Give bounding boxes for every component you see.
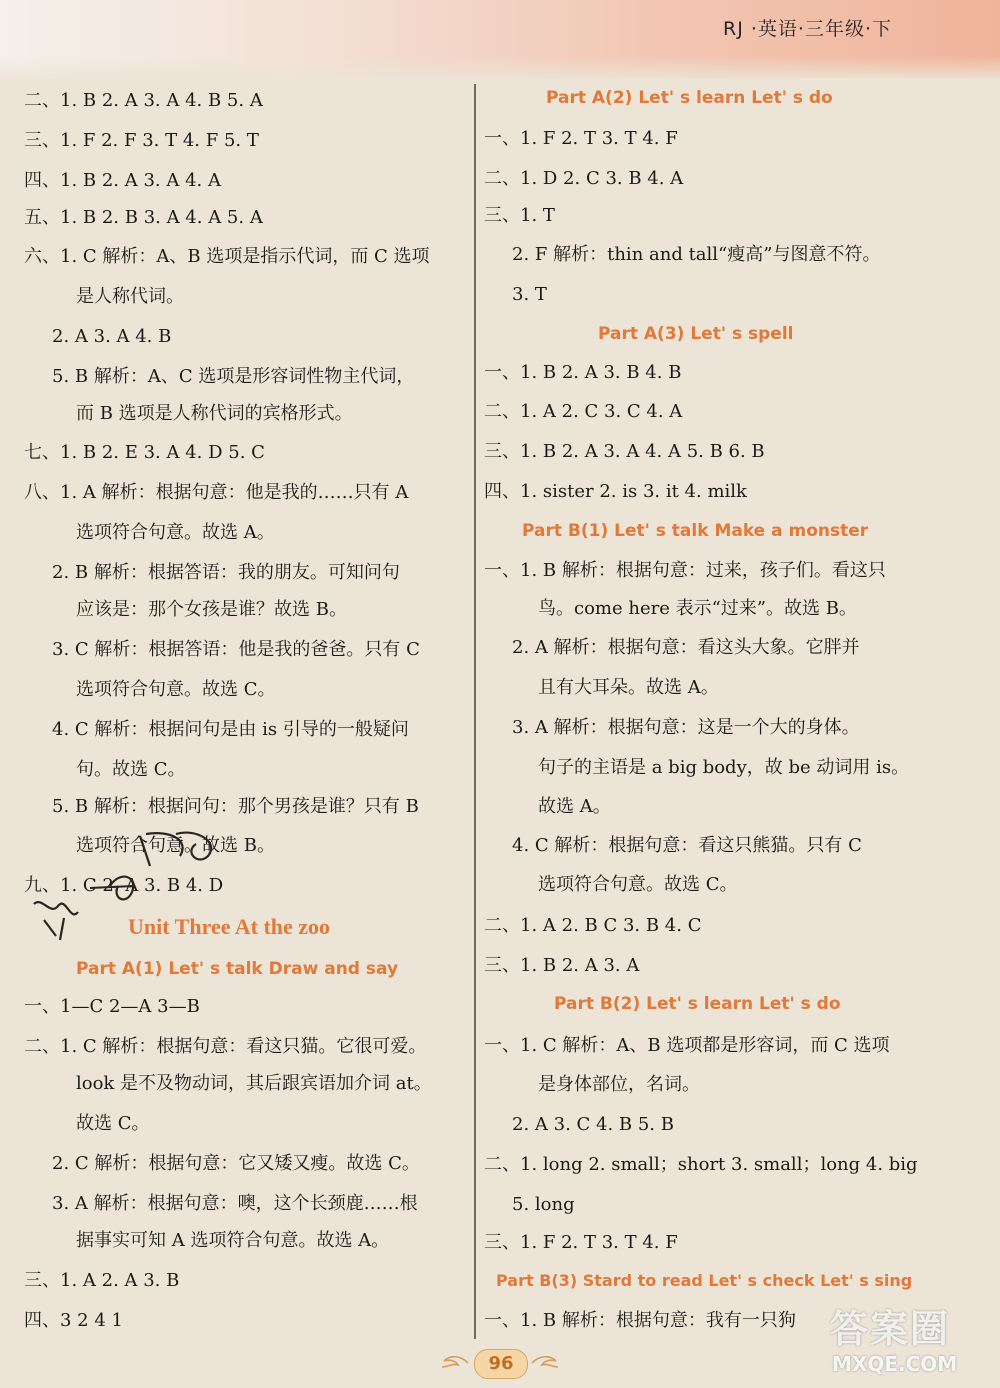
answer-line: 五、1. B 2. B 3. A 4. A 5. A <box>24 207 263 228</box>
answer-line: 2. B 解析：根据答语：我的朋友。可知问句 <box>52 562 400 583</box>
answer-line: 三、1. F 2. F 3. T 4. F 5. T <box>24 130 259 151</box>
answer-line: 七、1. B 2. E 3. A 4. D 5. C <box>24 442 265 463</box>
answer-line: 而 B 选项是人称代词的宾格形式。 <box>76 403 353 424</box>
section-title: Part A(2) Let' s learn Let' s do <box>546 88 833 108</box>
answer-line: look 是不及物动词，其后跟宾语加介词 at。 <box>76 1073 432 1094</box>
answer-line: 是身体部位，名词。 <box>538 1074 700 1095</box>
watermark-url: MXQE.COM <box>832 1352 958 1376</box>
answer-line: 3. A 解析：根据句意：噢，这个长颈鹿……根 <box>52 1193 418 1214</box>
ornament-right-icon <box>530 1355 560 1371</box>
answer-line: 四、1. B 2. A 3. A 4. A <box>24 170 221 191</box>
answer-line: 3. A 解析：根据句意：这是一个大的身体。 <box>512 717 860 738</box>
header-band-fade <box>0 56 1000 82</box>
answer-line: 句。故选 C。 <box>76 759 186 780</box>
answer-line: 一、1. B 解析：根据句意：我有一只狗 <box>484 1310 796 1331</box>
answer-line: 四、1. sister 2. is 3. it 4. milk <box>484 481 747 502</box>
answer-line: 一、1—C 2—A 3—B <box>24 996 200 1017</box>
answer-line: 3. T <box>512 284 547 305</box>
answer-line: 2. F 解析：thin and tall“瘦高”与图意不符。 <box>512 244 881 265</box>
answer-line: 一、1. F 2. T 3. T 4. F <box>484 128 678 149</box>
section-title: Part B(2) Let' s learn Let' s do <box>554 994 841 1014</box>
page-number: 96 <box>474 1349 528 1379</box>
answer-line: 句子的主语是 a big body，故 be 动词用 is。 <box>538 757 910 778</box>
answer-line: 三、1. B 2. A 3. A <box>484 955 640 976</box>
answer-line: 2. A 3. A 4. B <box>52 326 172 347</box>
answer-line: 三、1. F 2. T 3. T 4. F <box>484 1232 678 1253</box>
watermark-logo <box>826 1298 994 1384</box>
ornament-left-icon <box>440 1355 470 1371</box>
answer-line: 二、1. D 2. C 3. B 4. A <box>484 168 684 189</box>
answer-line: 应该是：那个女孩是谁？故选 B。 <box>76 599 347 620</box>
book-label: RJ ·英语·三年级·下 <box>723 18 892 40</box>
answer-line: 二、1. C 解析：根据句意：看这只猫。它很可爱。 <box>24 1036 427 1057</box>
answer-line: 二、1. long 2. small；short 3. small；long 4. big <box>484 1154 918 1175</box>
answer-line: 是人称代词。 <box>76 286 184 307</box>
section-title: Part A(1) Let' s talk Draw and say <box>76 959 399 979</box>
section-title: Part A(3) Let' s spell <box>598 324 794 344</box>
unit-title: Unit Three At the zoo <box>128 914 331 939</box>
handwriting-scribble <box>20 826 250 946</box>
answer-line: 鸟。come here 表示“过来”。故选 B。 <box>538 598 857 619</box>
answer-line: 5. B 解析：A、C 选项是形容词性物主代词， <box>52 366 415 387</box>
watermark-text: 答案圈 <box>830 1307 951 1351</box>
section-title: Part B(1) Let' s talk Make a monster <box>522 521 869 541</box>
answer-line: 一、1. B 解析：根据句意：过来，孩子们。看这只 <box>484 560 886 581</box>
answer-line: 2. A 解析：根据句意：看这头大象。它胖并 <box>512 637 860 658</box>
answer-line: 5. B 解析：根据问句：那个男孩是谁？只有 B <box>52 796 419 817</box>
answer-line: 九、1. C 2. A 3. B 4. D <box>24 875 224 896</box>
answer-line: 且有大耳朵。故选 A。 <box>538 677 719 698</box>
answer-line: 2. A 3. C 4. B 5. B <box>512 1114 674 1135</box>
answer-line: 二、1. B 2. A 3. A 4. B 5. A <box>24 90 263 111</box>
answer-line: 2. C 解析：根据句意：它又矮又瘦。故选 C。 <box>52 1153 420 1174</box>
answer-line: 5. long <box>512 1194 575 1215</box>
page-number-badge <box>440 1349 560 1379</box>
answer-line: 八、1. A 解析：根据句意：他是我的……只有 A <box>24 482 409 503</box>
answer-line: 故选 A。 <box>538 796 611 817</box>
column-divider <box>474 84 476 1339</box>
answer-line: 三、1. A 2. A 3. B <box>24 1270 180 1291</box>
answer-line: 四、3 2 4 1 <box>24 1310 123 1331</box>
answer-line: 选项符合句意。故选 C。 <box>76 679 276 700</box>
section-title: Part B(3) Stard to read Let' s check Let' s sing <box>496 1271 913 1290</box>
answer-line: 选项符合句意。故选 B。 <box>76 835 275 856</box>
answer-line: 二、1. A 2. C 3. C 4. A <box>484 401 683 422</box>
answer-line: 4. C 解析：根据句意：看这只熊猫。只有 C <box>512 835 862 856</box>
answer-line: 据事实可知 A 选项符合句意。故选 A。 <box>76 1230 390 1251</box>
answer-line: 一、1. C 解析：A、B 选项都是形容词，而 C 选项 <box>484 1035 890 1056</box>
answer-line: 故选 C。 <box>76 1113 150 1134</box>
answer-line: 选项符合句意。故选 A。 <box>76 522 275 543</box>
answer-line: 选项符合句意。故选 C。 <box>538 874 738 895</box>
answer-line: 三、1. B 2. A 3. A 4. A 5. B 6. B <box>484 441 765 462</box>
answer-line: 一、1. B 2. A 3. B 4. B <box>484 362 682 383</box>
answer-line: 4. C 解析：根据问句是由 is 引导的一般疑问 <box>52 719 409 740</box>
answer-line: 六、1. C 解析：A、B 选项是指示代词，而 C 选项 <box>24 246 430 267</box>
answer-line: 3. C 解析：根据答语：他是我的爸爸。只有 C <box>52 639 420 660</box>
answer-line: 三、1. T <box>484 205 555 226</box>
answer-line: 二、1. A 2. B C 3. B 4. C <box>484 915 702 936</box>
